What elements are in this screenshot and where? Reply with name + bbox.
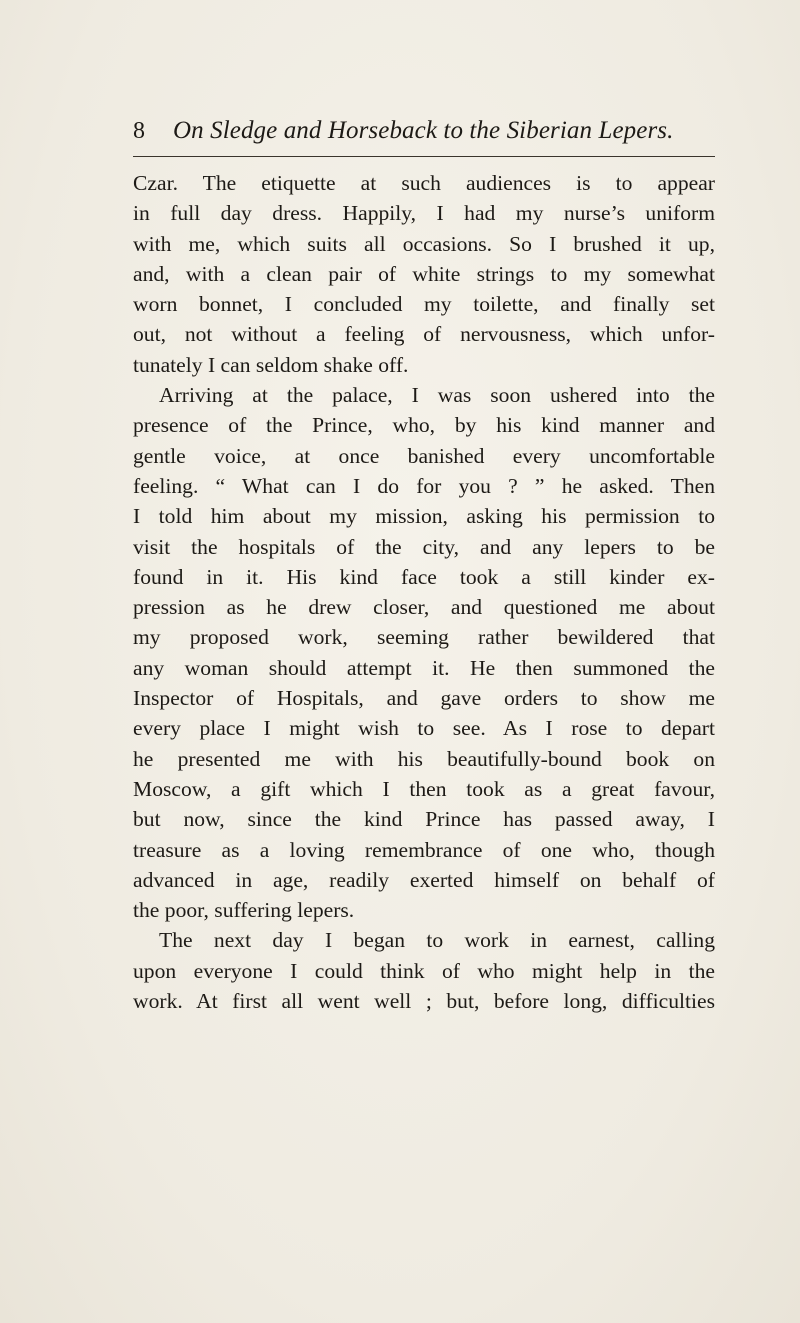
text-line: upon everyone I could think of who might help in the <box>133 958 715 983</box>
page-header <box>133 116 715 156</box>
text-line: advanced in age, readily exerted himself on behalf of <box>133 867 715 892</box>
text-line: Czar. The etiquette at such audiences is to appear <box>133 171 715 195</box>
text-line: every place I might wish to see. As I rose to depart <box>133 716 715 741</box>
text-line: with me, which suits all occasions. So I brushed it up, <box>133 231 715 256</box>
text-line: my proposed work, seeming rather bewildered that <box>133 625 715 650</box>
running-title: On Sledge and Horseback to the Siberian Lepers. <box>173 117 674 144</box>
text-line: visit the hospitals of the city, and any lepers to be <box>133 534 715 559</box>
text-line: worn bonnet, I concluded my toilette, and finally set <box>133 292 715 317</box>
text-line: presence of the Prince, who, by his kind manner and <box>133 413 715 438</box>
text-line: pression as he drew closer, and questioned me about <box>133 595 715 620</box>
paragraph-start-line: Arriving at the palace, I was soon ushered into the <box>159 383 715 408</box>
text-line: found in it. His kind face took a still kinder ex- <box>133 564 715 589</box>
text-line: tunately I can seldom shake off. <box>133 352 409 377</box>
text-line: gentle voice, at once banished every uncomfortable <box>133 443 715 468</box>
text-line: and, with a clean pair of white strings to my somewhat <box>133 261 715 286</box>
text-line: in full day dress. Happily, I had my nurse’s uniform <box>133 201 715 226</box>
text-line: treasure as a loving remembrance of one who, though <box>133 837 715 862</box>
text-line: out, not without a feeling of nervousness, which unfor- <box>133 322 715 347</box>
text-line: but now, since the kind Prince has passed away, I <box>133 807 715 832</box>
text-line: I told him about my mission, asking his permission to <box>133 504 715 529</box>
text-line: he presented me with his beautifully-bound book on <box>133 746 715 771</box>
text-line: Inspector of Hospitals, and gave orders to show me <box>133 686 715 711</box>
text-line: Moscow, a gift which I then took as a great favour, <box>133 776 715 801</box>
page-number: 8 <box>133 118 145 144</box>
text-line: the poor, suffering lepers. <box>133 898 355 923</box>
text-line: feeling. “ What can I do for you ? ” he asked. Then <box>133 473 715 498</box>
header-rule <box>133 156 715 157</box>
body-text <box>133 168 715 1016</box>
paragraph-start-line: The next day I began to work in earnest, calling <box>159 928 715 953</box>
text-line: work. At first all went well ; but, before long, difficulties <box>133 989 715 1014</box>
text-line: any woman should attempt it. He then summoned the <box>133 655 715 680</box>
